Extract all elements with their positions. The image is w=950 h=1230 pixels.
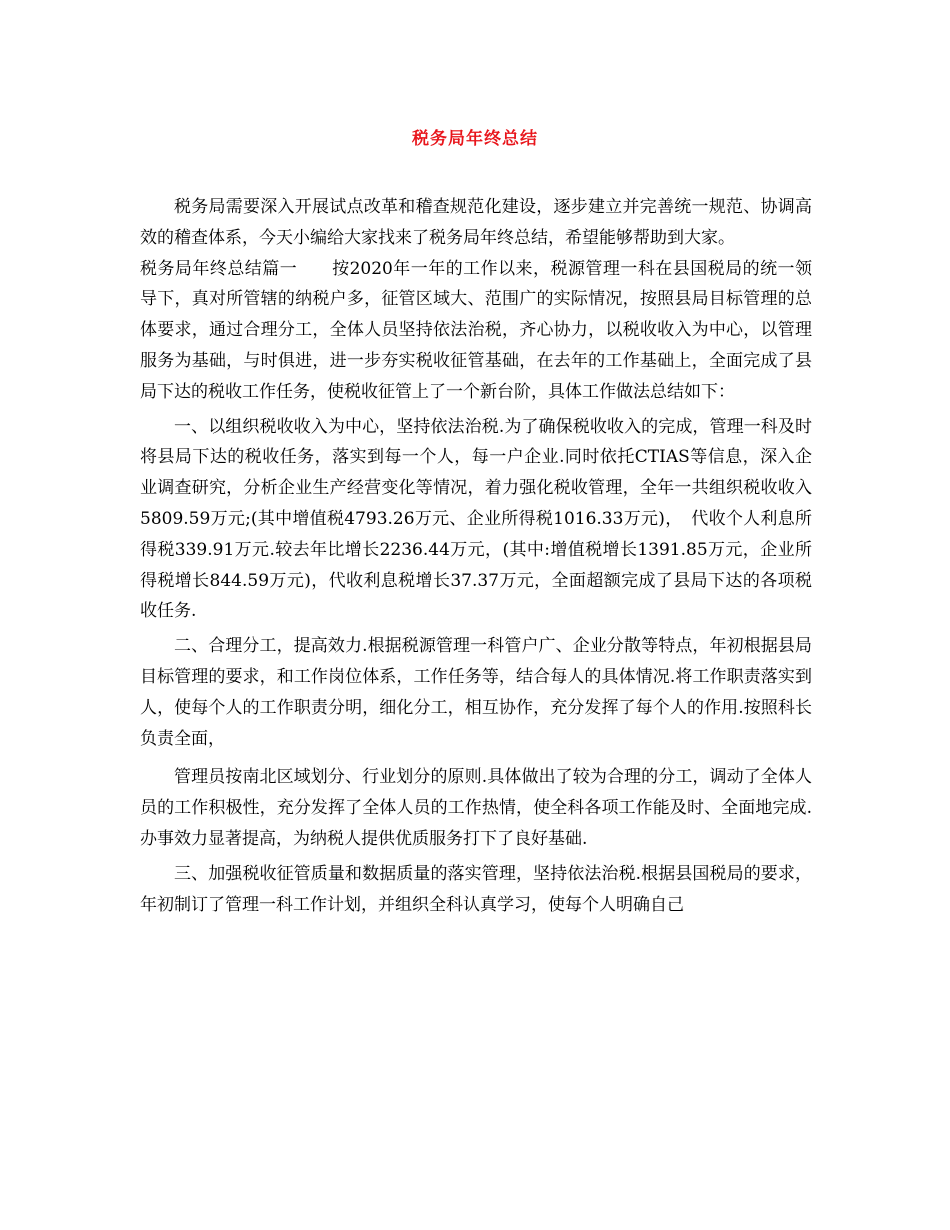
paragraph-item-three: 三、加强税收征管质量和数据质量的落实管理，坚持依法治税.根据县国税局的要求，年初制订了管理一科工作计划，并组织全科认真学习，使每个人明确自己 bbox=[140, 863, 812, 915]
paragraph-item-one: 一、以组织税收收入为中心，坚持依法治税.为了确保税收收入的完成，管理一科及时将县局下达的税收任务，落实到每一个人，每一户企业.同时依托CTIAS等信息，深入企业调查研究，分析企业生产经营变化等情况，着力强化税收管理，全年一共组织税收收入5809.59万元;(其中增值税4793.26万元、企业所得税1016.33万元)， 代收个人利息所得税339.91万元.较去年比增长2236.44万元，(其中:增值税增长1391.85万元，企业所得税增长844.59万元)，代收利息税增长37.37万元，全面超额完成了县局下达的各项税收任务. bbox=[140, 416, 812, 622]
paragraph-item-two-continued: 管理员按南北区域划分、行业划分的原则.具体做出了较为合理的分工，调动了全体人员的工作积极性，充分发挥了全体人员的工作热情，使全科各项工作能及时、全面地完成.办事效力显著提高，为纳税人提供优质服务打下了良好基础. bbox=[140, 767, 812, 849]
paragraph-item-two: 二、合理分工，提高效力.根据税源管理一科管户广、企业分散等特点，年初根据县局目标管理的要求，和工作岗位体系，工作任务等，结合每人的具体情况.将工作职责落实到人，使每个人的工作职责分明，细化分工，相互协作，充分发挥了每个人的作用.按照科长负责全面， bbox=[140, 636, 812, 749]
paragraph-section-one: 税务局年终总结篇一 按2020年一年的工作以来，税源管理一科在县国税局的统一领导下，真对所管辖的纳税户多，征管区域大、范围广的实际情况，按照县局目标管理的总体要求，通过合理分工，全体人员坚持依法治税，齐心协力，以税收收入为中心，以管理服务为基础，与时俱进，进一步夯实税收征管基础，在去年的工作基础上，全面完成了县局下达的税收工作任务，使税收征管上了一个新台阶，具体工作做法总结如下： bbox=[140, 258, 812, 402]
document-body bbox=[140, 192, 812, 920]
document-title: 税务局年终总结 bbox=[412, 129, 538, 149]
paragraph-intro: 税务局需要深入开展试点改革和稽查规范化建设，逐步建立并完善统一规范、协调高效的稽查体系，今天小编给大家找来了税务局年终总结，希望能够帮助到大家。 bbox=[140, 197, 812, 248]
